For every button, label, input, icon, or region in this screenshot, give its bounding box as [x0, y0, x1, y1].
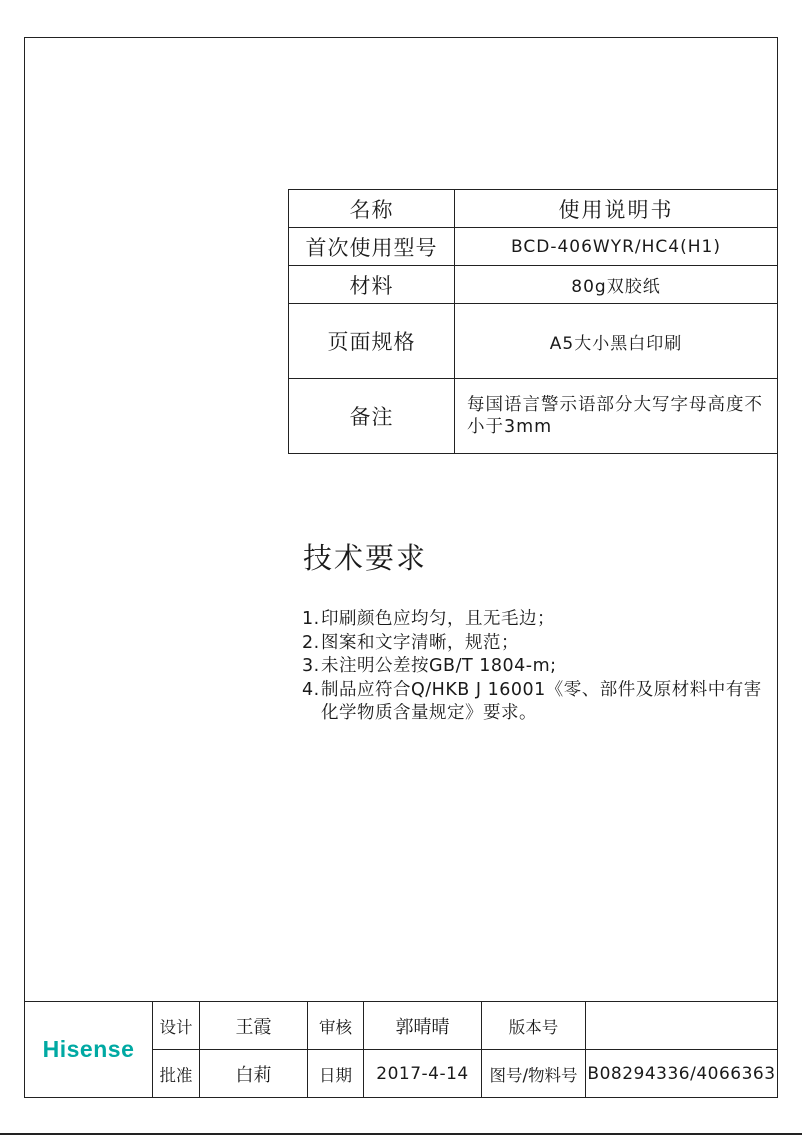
title-block — [24, 1001, 778, 1098]
spec-label-material: 材料 — [289, 266, 455, 304]
spec-label-page-spec: 页面规格 — [289, 304, 455, 379]
spec-label-name: 名称 — [289, 190, 455, 228]
spec-row-model — [289, 228, 778, 266]
approve-label: 批准 — [153, 1050, 200, 1098]
bottom-border-line — [0, 1133, 802, 1135]
item-text: 未注明公差按GB/T 1804-m; — [321, 656, 557, 676]
hisense-logo: Hisense — [42, 1036, 135, 1062]
tech-requirement-item — [302, 679, 772, 726]
item-text: 图案和文字清晰，规范； — [321, 632, 519, 653]
item-text: 制品应符合Q/HKB J 16001《零、部件及原材料中有害化学物质含量规定》要求。 — [321, 679, 762, 723]
item-number: 1. — [302, 609, 320, 629]
spec-label-note: 备注 — [289, 379, 455, 454]
item-text: 印刷颜色应均匀，且无毛边； — [321, 609, 555, 629]
approver-name: 白莉 — [200, 1050, 308, 1098]
spec-row-note — [289, 379, 778, 454]
spec-label-model: 首次使用型号 — [289, 228, 455, 266]
tech-requirement-item — [302, 655, 772, 679]
spec-value-name: 使用说明书 — [455, 190, 778, 228]
spec-value-page-spec: A5大小黑白印刷 — [455, 304, 778, 379]
title-block-row-1 — [25, 1002, 778, 1050]
date-value: 2017-4-14 — [364, 1050, 482, 1098]
spec-row-page-spec — [289, 304, 778, 379]
design-label: 设计 — [153, 1002, 200, 1050]
item-number: 3. — [302, 656, 320, 676]
spec-value-model: BCD-406WYR/HC4(H1) — [455, 228, 778, 266]
spec-value-material: 80g双胶纸 — [455, 266, 778, 304]
spec-table — [288, 189, 778, 454]
drawing-number-label: 图号/物料号 — [482, 1050, 586, 1098]
tech-requirements-title: 技术要求 — [303, 541, 428, 575]
tech-requirements-list — [302, 608, 772, 726]
spec-value-note: 每国语言警示语部分大写字母高度不小于3mm — [455, 379, 778, 454]
tech-requirement-item — [302, 632, 772, 656]
item-number: 2. — [302, 632, 320, 653]
spec-row-material — [289, 266, 778, 304]
drawing-number-value: B08294336/4066363 — [586, 1050, 778, 1098]
reviewer-name: 郭晴晴 — [364, 1002, 482, 1050]
item-number: 4. — [302, 679, 320, 700]
logo-cell — [25, 1002, 153, 1098]
date-label: 日期 — [308, 1050, 364, 1098]
tech-requirement-item — [302, 608, 772, 632]
designer-name: 王霞 — [200, 1002, 308, 1050]
review-label: 审核 — [308, 1002, 364, 1050]
spec-row-name — [289, 190, 778, 228]
version-label: 版本号 — [482, 1002, 586, 1050]
version-value — [586, 1002, 778, 1050]
